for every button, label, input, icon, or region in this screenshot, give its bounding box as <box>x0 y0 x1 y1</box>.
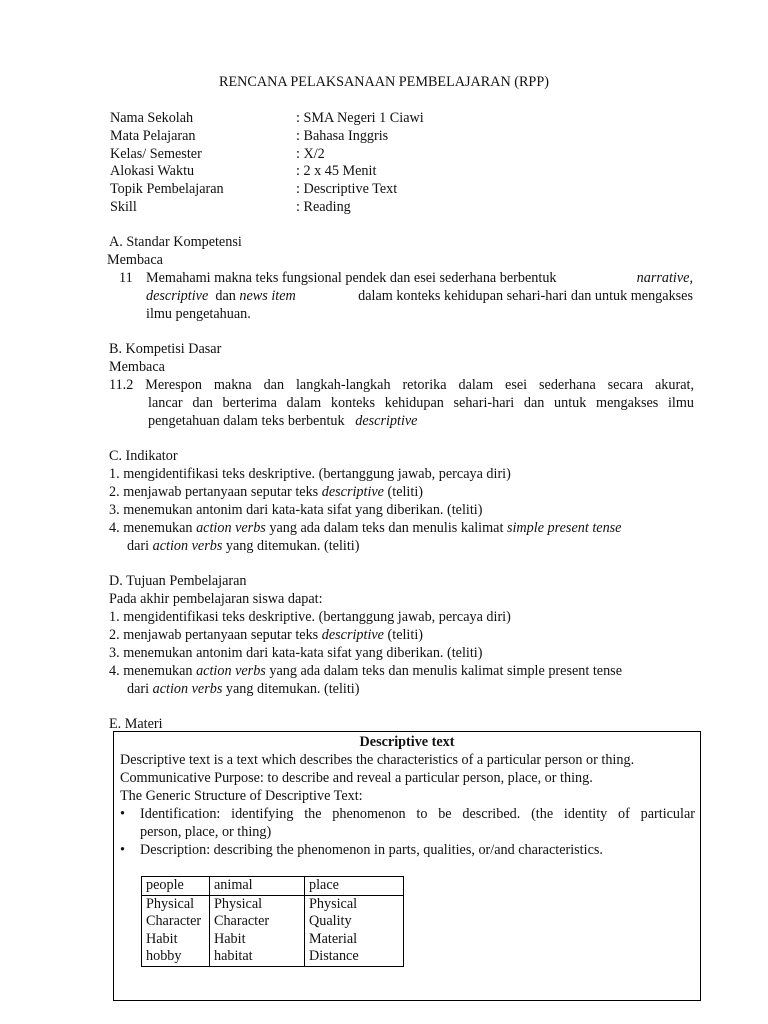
text-span: dalam konteks kehidupan sehari-hari dan untuk mengakses <box>358 288 693 304</box>
material-title: Descriptive text <box>359 734 455 750</box>
table-cell: Character <box>142 913 210 931</box>
page-title: RENCANA PELAKSANAAN PEMBELAJARAN (RPP) <box>219 74 549 90</box>
table-cell: Physical <box>305 895 404 913</box>
info-row <box>110 180 397 198</box>
text-span: dari <box>127 681 150 697</box>
text-span: pengetahuan dalam teks berbentuk <box>148 413 345 429</box>
section-b-line: 11.2 Merespon makna dan langkah-langkah retorika dalam esei sederhana secara akurat, <box>109 377 694 393</box>
table-row <box>142 931 404 949</box>
material-box <box>113 731 701 1001</box>
indicator-item <box>109 483 423 501</box>
table-header-cell: people <box>142 877 210 896</box>
table-cell: Distance <box>305 948 404 966</box>
info-row <box>110 198 351 216</box>
info-row <box>110 127 388 145</box>
italic-term: descriptive <box>321 627 384 643</box>
table-cell: Character <box>210 913 305 931</box>
material-paragraph: Communicative Purpose: to describe and reveal a particular person, place, or thing. <box>120 770 593 786</box>
material-paragraph: The Generic Structure of Descriptive Text: <box>120 788 363 804</box>
section-a-line <box>146 287 693 305</box>
text-span <box>146 287 296 305</box>
text-span: dan <box>215 288 236 304</box>
bullet-icon: • <box>120 806 125 822</box>
section-a-sub: Membaca <box>107 252 163 268</box>
section-a-heading: A. Standar Kompetensi <box>109 234 242 250</box>
objective-item: 1. mengidentifikasi teks deskriptive. (bertanggung jawab, percaya diri) <box>109 609 511 625</box>
table-cell: hobby <box>142 948 210 966</box>
info-value: : Bahasa Inggris <box>296 128 389 144</box>
table-row <box>142 913 404 931</box>
bullet-item: Description: describing the phenomenon in parts, qualities, or/and characteristics. <box>140 842 603 858</box>
italic-term: action verbs <box>196 520 266 536</box>
indicator-item <box>109 519 621 537</box>
text-span: dari <box>127 538 150 554</box>
section-b-line: lancar dan berterima dalam konteks kehidupan sehari-hari dan untuk mengakses ilmu <box>148 395 694 411</box>
info-label: Mata Pelajaran <box>110 128 196 144</box>
italic-term: action verbs <box>152 681 223 697</box>
table-cell: Quality <box>305 913 404 931</box>
info-label: Topik Pembelajaran <box>110 181 224 197</box>
section-b-line <box>148 412 417 430</box>
italic-term: news item <box>239 288 296 304</box>
text-span: 4. menemukan <box>109 663 193 679</box>
table-cell: Material <box>305 931 404 949</box>
section-e-heading: E. Materi <box>109 716 163 732</box>
section-a-line: ilmu pengetahuan. <box>146 306 251 322</box>
objective-item <box>109 662 622 680</box>
info-row <box>110 162 376 180</box>
italic-term: action verbs <box>152 538 223 554</box>
section-a-line <box>146 269 693 287</box>
bullet-item: Identification: identifying the phenomenon to be described. (the identity of particular <box>140 806 695 822</box>
info-label: Alokasi Waktu <box>110 163 195 179</box>
text-span: yang ada dalam teks dan menulis kalimat simple present tense <box>269 663 622 679</box>
section-d-sub: Pada akhir pembelajaran siswa dapat: <box>109 591 323 607</box>
table-cell: Habit <box>142 931 210 949</box>
text-span: 2. menjawab pertanyaan seputar teks <box>109 484 319 500</box>
table-header-row <box>142 877 404 896</box>
characteristics-table <box>141 876 404 967</box>
info-row <box>110 109 424 127</box>
table-header-cell: animal <box>210 877 305 896</box>
info-label: Kelas/ Semester <box>110 146 202 162</box>
italic-term: action verbs <box>196 663 266 679</box>
table-header-cell: place <box>305 877 404 896</box>
info-value: : X/2 <box>296 146 325 162</box>
text-span: (teliti) <box>387 627 423 643</box>
table-cell: Physical <box>142 895 210 913</box>
text-span: 2. menjawab pertanyaan seputar teks <box>109 627 319 643</box>
objective-item <box>109 626 423 644</box>
italic-term: descriptive <box>146 288 209 304</box>
info-value: : Reading <box>296 199 351 215</box>
indicator-item: 1. mengidentifikasi teks deskriptive. (bertanggung jawab, percaya diri) <box>109 466 511 482</box>
table-cell: habitat <box>210 948 305 966</box>
italic-term: simple present tense <box>506 520 622 536</box>
info-label: Nama Sekolah <box>110 110 194 126</box>
section-b-sub: Membaca <box>109 359 165 375</box>
objective-item: 3. menemukan antonim dari kata-kata sifat yang diberikan. (teliti) <box>109 645 483 661</box>
objective-item-cont <box>127 680 359 698</box>
table-row <box>142 948 404 966</box>
indicator-item-cont <box>127 537 359 555</box>
text-span: yang ditemukan. (teliti) <box>225 538 360 554</box>
text-span: yang ditemukan. (teliti) <box>225 681 360 697</box>
text-span: 4. menemukan <box>109 520 193 536</box>
section-b-heading: B. Kompetisi Dasar <box>109 341 222 357</box>
section-d-heading: D. Tujuan Pembelajaran <box>109 573 247 589</box>
section-c-heading: C. Indikator <box>109 448 178 464</box>
table-cell: Physical <box>210 895 305 913</box>
italic-term: descriptive <box>321 484 384 500</box>
info-value: : Descriptive Text <box>296 181 398 197</box>
section-a-number: 11 <box>119 270 133 286</box>
info-value: : 2 x 45 Menit <box>296 163 377 179</box>
italic-term: descriptive <box>355 413 418 429</box>
indicator-item: 3. menemukan antonim dari kata-kata sifat yang diberikan. (teliti) <box>109 502 483 518</box>
info-row <box>110 145 325 163</box>
bullet-icon: • <box>120 842 125 858</box>
info-label: Skill <box>110 199 137 215</box>
text-span: Memahami makna teks fungsional pendek dan esei sederhana berbentuk <box>146 270 557 286</box>
table-row <box>142 895 404 913</box>
italic-term: narrative, <box>636 270 693 286</box>
text-span: (teliti) <box>387 484 423 500</box>
table-cell: Habit <box>210 931 305 949</box>
text-span: yang ada dalam teks dan menulis kalimat <box>269 520 504 536</box>
bullet-item-cont: person, place, or thing) <box>140 824 272 840</box>
info-value: : SMA Negeri 1 Ciawi <box>296 110 424 126</box>
material-paragraph: Descriptive text is a text which describes the characteristics of a particular person or thing. <box>120 752 635 768</box>
